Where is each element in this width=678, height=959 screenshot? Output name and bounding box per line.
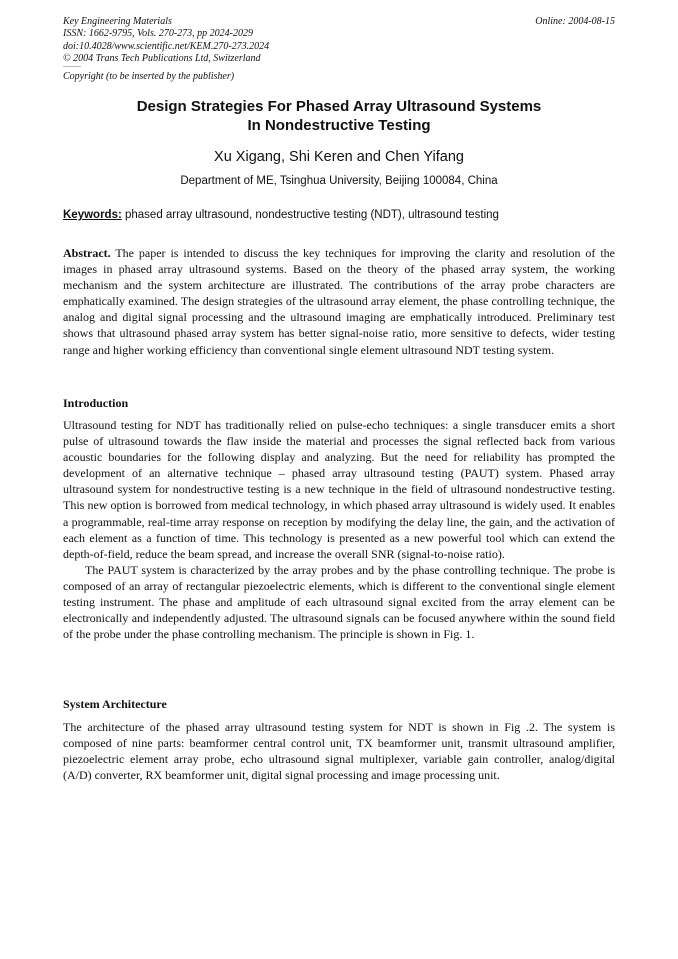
introduction-body — [63, 417, 615, 642]
publisher-line: © 2004 Trans Tech Publications Ltd, Switzerland — [63, 53, 261, 65]
abstract-label: Abstract. — [63, 246, 111, 260]
abstract-text: The paper is intended to discuss the key techniques for improving the clarity and resolution of the images in phased array ultrasound systems. Based on the theory of the phased array system, the working mechanism and the system architecture are illustrated. The contributions of the array probe characters are emphatically examined. The design strategies of the ultrasound array element, the phase controlling technique, the analog and digital signal processing and the ultrasound imaging are emphatically introduced. Preliminary test shows that ultrasound phased array system has better signal-noise ratio, more sensitive to defects, wider testing range and higher working efficiency than conventional single element ultrasound NDT testing system. — [63, 246, 615, 357]
journal-header — [63, 16, 443, 66]
copyright-note: Copyright (to be inserted by the publisher) — [63, 71, 235, 82]
abstract — [63, 245, 615, 358]
system-architecture-body — [63, 719, 615, 783]
online-date: Online: 2004-08-15 — [535, 16, 615, 27]
title-line-2: In Nondestructive Testing — [247, 117, 431, 134]
issn-line: ISSN: 1662-9795, Vols. 270-273, pp 2024-2029 — [63, 28, 253, 40]
keywords — [63, 208, 615, 222]
introduction-paragraph-1: Ultrasound testing for NDT has traditionally relied on pulse-echo techniques: a single transducer emits a short pulse of ultrasound towards the flaw inside the material and processes the signal reflected back from various acoustic boundaries for the following display and analyzing. But the need for reliability has prompted the development of an alternative technique – phased array ultrasound testing (PAUT) system. Phased array ultrasound system for nondestructive testing is a new technique in the field of ultrasound nondestructive testing. This new option is borrowed from medical technology, in which phased array ultrasound is widely used. It enables a programmable, real-time array response on reception by modifying the delay line, the gain, and the activation of each element as a function of time. This technology is presented as a new powerful tool which can extend the depth-of-field, reduce the beam spread, and increase the overall SNR (signal-to-noise ratio). — [63, 418, 615, 561]
authors: Xu Xigang, Shi Keren and Chen Yifang — [214, 149, 464, 165]
title-line-1: Design Strategies For Phased Array Ultrasound Systems — [136, 98, 542, 115]
system-architecture-paragraph-1: The architecture of the phased array ultrasound testing system for NDT is shown in Fig .2. The system is composed of nine parts: beamformer central control unit, TX beamformer unit, transmit ultrasound amplifier, piezoelectric element array probe, echo ultrasound signal multiplexer, variable gain controller, analog/digital (A/D) converter, RX beamformer unit, digital signal processing and image processing unit. — [63, 720, 615, 783]
paper-title — [63, 97, 615, 135]
system-architecture-heading: System Architecture — [63, 697, 167, 711]
introduction-paragraph-2: The PAUT system is characterized by the array probes and by the phase controlling technique. The probe is composed of an array of rectangular piezoelectric elements, which is different to the conventional single element testing instrument. The phase and amplitude of each ultrasound signal excited from the array element can be electronically and independently adjusted. The ultrasound signals can be focused anywhere within the sound field of the probe under the phase controlling mechanism. The principle is shown in Fig. 1. — [63, 562, 615, 642]
doi-line: doi:10.4028/www.scientific.net/KEM.270-273.2024 — [63, 40, 270, 52]
affiliation: Department of ME, Tsinghua University, Beijing 100084, China — [180, 175, 498, 187]
keywords-label: Keywords: — [63, 209, 122, 221]
journal-name: Key Engineering Materials — [63, 16, 172, 27]
header-divider — [63, 66, 81, 67]
keywords-text: phased array ultrasound, nondestructive testing (NDT), ultrasound testing — [121, 209, 499, 221]
introduction-heading: Introduction — [63, 396, 129, 410]
